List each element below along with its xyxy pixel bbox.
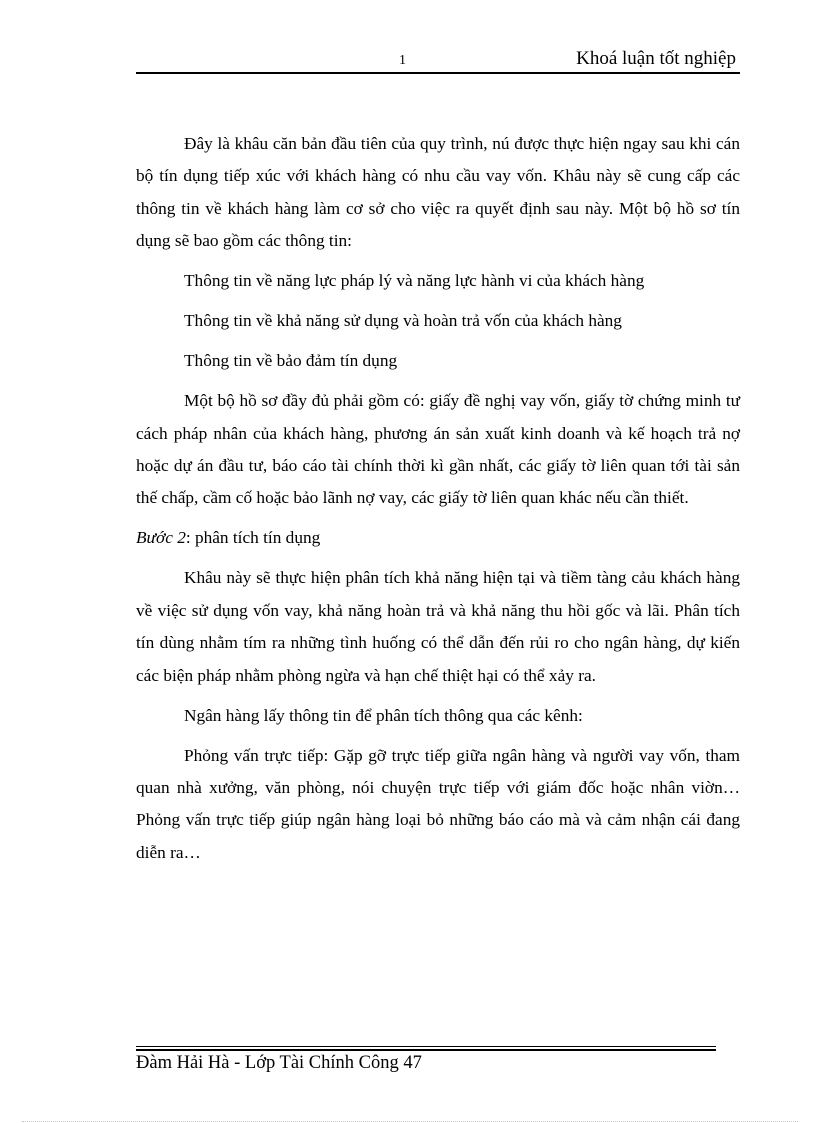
footer-rule-bottom <box>136 1049 716 1051</box>
header-title: Khoá luận tốt nghiệp <box>576 48 736 69</box>
page-number: 1 <box>399 53 406 68</box>
header-rule <box>136 72 740 74</box>
list-item: Thông tin về bảo đảm tín dụng <box>184 351 398 371</box>
footer-rule-top <box>136 1046 716 1047</box>
list-item: Thông tin về khả năng sử dụng và hoàn trả vốn của khách hàng <box>184 311 622 331</box>
paragraph-channels: Ngân hàng lấy thông tin để phân tích thông qua các kênh: <box>184 705 583 725</box>
step-label: Bước 2 <box>136 528 186 548</box>
page-edge-divider <box>22 1121 798 1122</box>
step-heading <box>136 522 740 554</box>
paragraph-analysis: Khâu này sẽ thực hiện phân tích khả năng hiện tại và tiềm tàng cảu khách hàng về việc sử dụng vốn vay, khả năng hoàn trả và khả năng thu hồi gốc và lãi. Phân tích tín dùng nhằm tím ra những tình huống có thể dẫn đến rủi ro cho ngân hàng, dự kiến các biện pháp nhằm phòng ngừa và hạn chế thiệt hại có thể xảy ra. <box>136 568 740 685</box>
paragraph-interview: Phỏng vấn trực tiếp: Gặp gỡ trực tiếp giữa ngân hàng và người vay vốn, tham quan nhà xưởng, văn phòng, nói chuyện trực tiếp với giám đốc hoặc nhân viờn…Phỏng vấn trực tiếp giúp ngân hàng loại bỏ những báo cáo mà và cảm nhận cái đang diễn ra… <box>136 745 740 862</box>
body-content <box>136 128 740 877</box>
paragraph-intro: Đây là khâu căn bản đầu tiên của quy trình, nú được thực hiện ngay sau khi cán bộ tín dụng tiếp xúc với khách hàng có nhu cầu vay vốn. Khâu này sẽ cung cấp các thông tin về khách hàng làm cơ sở cho việc ra quyết định sau này. Một bộ hồ sơ tín dụng sẽ bao gồm các thông tin: <box>136 134 740 251</box>
paragraph-dossier: Một bộ hồ sơ đầy đủ phải gồm có: giấy đề nghị vay vốn, giấy tờ chứng minh tư cách pháp nhân của khách hàng, phương án sản xuất kinh doanh và kế hoạch trả nợ hoặc dự án đầu tư, báo cáo tài chính thời kì gần nhất, các giấy tờ liên quan tới tài sản thế chấp, cầm cố hoặc bảo lãnh nợ vay, các giấy tờ liên quan khác nếu cần thiết. <box>136 391 740 508</box>
footer-author: Đàm Hải Hà - Lớp Tài Chính Công 47 <box>136 1053 422 1073</box>
page-header <box>136 44 740 72</box>
step-text: : phân tích tín dụng <box>185 528 321 548</box>
list-item: Thông tin về năng lực pháp lý và năng lực hành vi của khách hàng <box>184 271 645 291</box>
